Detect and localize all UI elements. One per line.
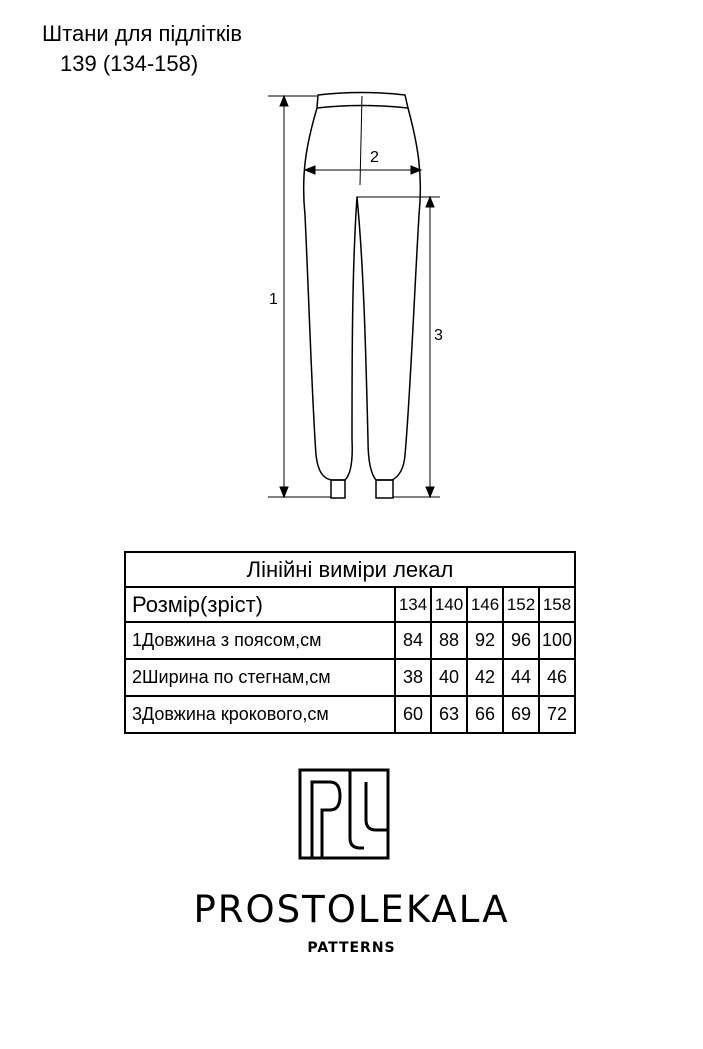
value-cell: 92 xyxy=(467,622,503,659)
left-cuff xyxy=(331,480,345,498)
brand-name: PROSTOLEKALA xyxy=(193,888,510,931)
row-label: 1Довжина з поясом,см xyxy=(125,622,395,659)
pattern-title: Штани для підлітків xyxy=(42,21,243,46)
value-cell: 40 xyxy=(431,659,467,696)
table-row xyxy=(125,696,575,733)
value-cell: 46 xyxy=(539,659,575,696)
value-cell: 60 xyxy=(395,696,431,733)
value-cell: 72 xyxy=(539,696,575,733)
brand-logo xyxy=(298,768,390,860)
center-seam xyxy=(360,96,362,185)
size-cell: 158 xyxy=(539,587,575,622)
table-heading: Лінійні виміри лекал xyxy=(125,552,575,587)
size-cell: 134 xyxy=(395,587,431,622)
value-cell: 69 xyxy=(503,696,539,733)
size-cell: 146 xyxy=(467,587,503,622)
value-cell: 84 xyxy=(395,622,431,659)
value-cell: 38 xyxy=(395,659,431,696)
measurements-table xyxy=(124,551,576,734)
value-cell: 88 xyxy=(431,622,467,659)
size-label: Розмір(зріст) xyxy=(125,587,395,622)
dim-label-2: 2 xyxy=(370,149,379,166)
table-row xyxy=(125,659,575,696)
row-label: 3Довжина крокового,см xyxy=(125,696,395,733)
right-cuff xyxy=(376,480,393,498)
value-cell: 100 xyxy=(539,622,575,659)
value-cell: 96 xyxy=(503,622,539,659)
row-label: 2Ширина по стегнам,см xyxy=(125,659,395,696)
value-cell: 63 xyxy=(431,696,467,733)
dim-label-1: 1 xyxy=(269,291,278,308)
sizes-row xyxy=(125,587,575,622)
size-cell: 152 xyxy=(503,587,539,622)
brand-tagline: PATTERNS xyxy=(307,940,396,956)
waistband xyxy=(317,93,408,109)
size-range: 139 (134-158) xyxy=(60,51,199,76)
table-row xyxy=(125,622,575,659)
value-cell: 44 xyxy=(503,659,539,696)
size-cell: 140 xyxy=(431,587,467,622)
pants-outline xyxy=(304,108,421,480)
value-cell: 66 xyxy=(467,696,503,733)
value-cell: 42 xyxy=(467,659,503,696)
dim-label-3: 3 xyxy=(434,327,443,344)
